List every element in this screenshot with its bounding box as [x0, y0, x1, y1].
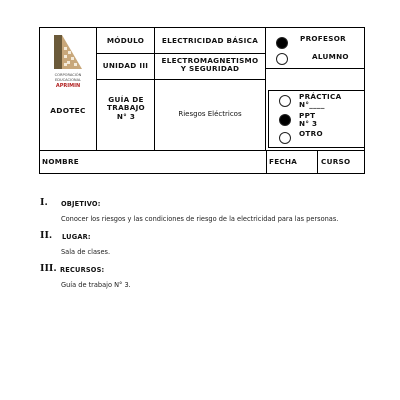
logo-cell: [39, 27, 97, 150]
logo-line3: APRIMIN: [55, 83, 81, 89]
section-1-number: I.: [40, 197, 48, 208]
guia-label: GUÍA DE TRABAJO N° 3: [107, 95, 145, 121]
radio-profesor[interactable]: [276, 37, 288, 49]
logo-line1: CORPORACIÓN: [54, 73, 82, 77]
section-3-number: III.: [40, 263, 57, 274]
logo-line2: EDUCACIONAL: [54, 78, 82, 82]
modulo-value: ELECTRICIDAD BÁSICA: [161, 36, 259, 45]
section-3-text: Guía de trabajo N° 3.: [61, 281, 131, 289]
section-1-text: Conocer los riesgos y las condiciones de riesgo de la electricidad para las personas.: [61, 215, 339, 223]
radio-otro[interactable]: [279, 132, 291, 144]
type-otro-label: OTRO: [299, 129, 323, 138]
section-2-text: Sala de clases.: [61, 248, 111, 256]
type-ppt-label: PPT N° 3: [299, 111, 318, 129]
unidad-value: ELECTROMAGNETISMO Y SEGURIDAD: [161, 56, 259, 74]
org-name: ADOTEC: [50, 106, 86, 115]
role-alumno-label: ALUMNO: [312, 52, 349, 61]
radio-ppt[interactable]: [279, 114, 291, 126]
unidad-label: UNIDAD III: [102, 61, 149, 70]
curso-label: CURSO: [321, 157, 351, 166]
modulo-label: MÓDULO: [106, 36, 145, 45]
fecha-label: FECHA: [269, 157, 298, 166]
aprimin-logo-icon: [52, 33, 84, 71]
radio-practica[interactable]: [279, 95, 291, 107]
role-profesor-label: PROFESOR: [300, 34, 346, 43]
section-3-title: RECURSOS:: [60, 266, 105, 274]
section-2-title: LUGAR:: [62, 233, 91, 241]
guia-value: Riesgos Eléctricos: [178, 110, 242, 118]
section-1-title: OBJETIVO:: [61, 200, 101, 208]
type-practica-label: PRÁCTICA N°____: [299, 92, 342, 110]
radio-alumno[interactable]: [276, 53, 288, 65]
nombre-label: NOMBRE: [42, 157, 80, 166]
section-2-number: II.: [40, 230, 53, 241]
